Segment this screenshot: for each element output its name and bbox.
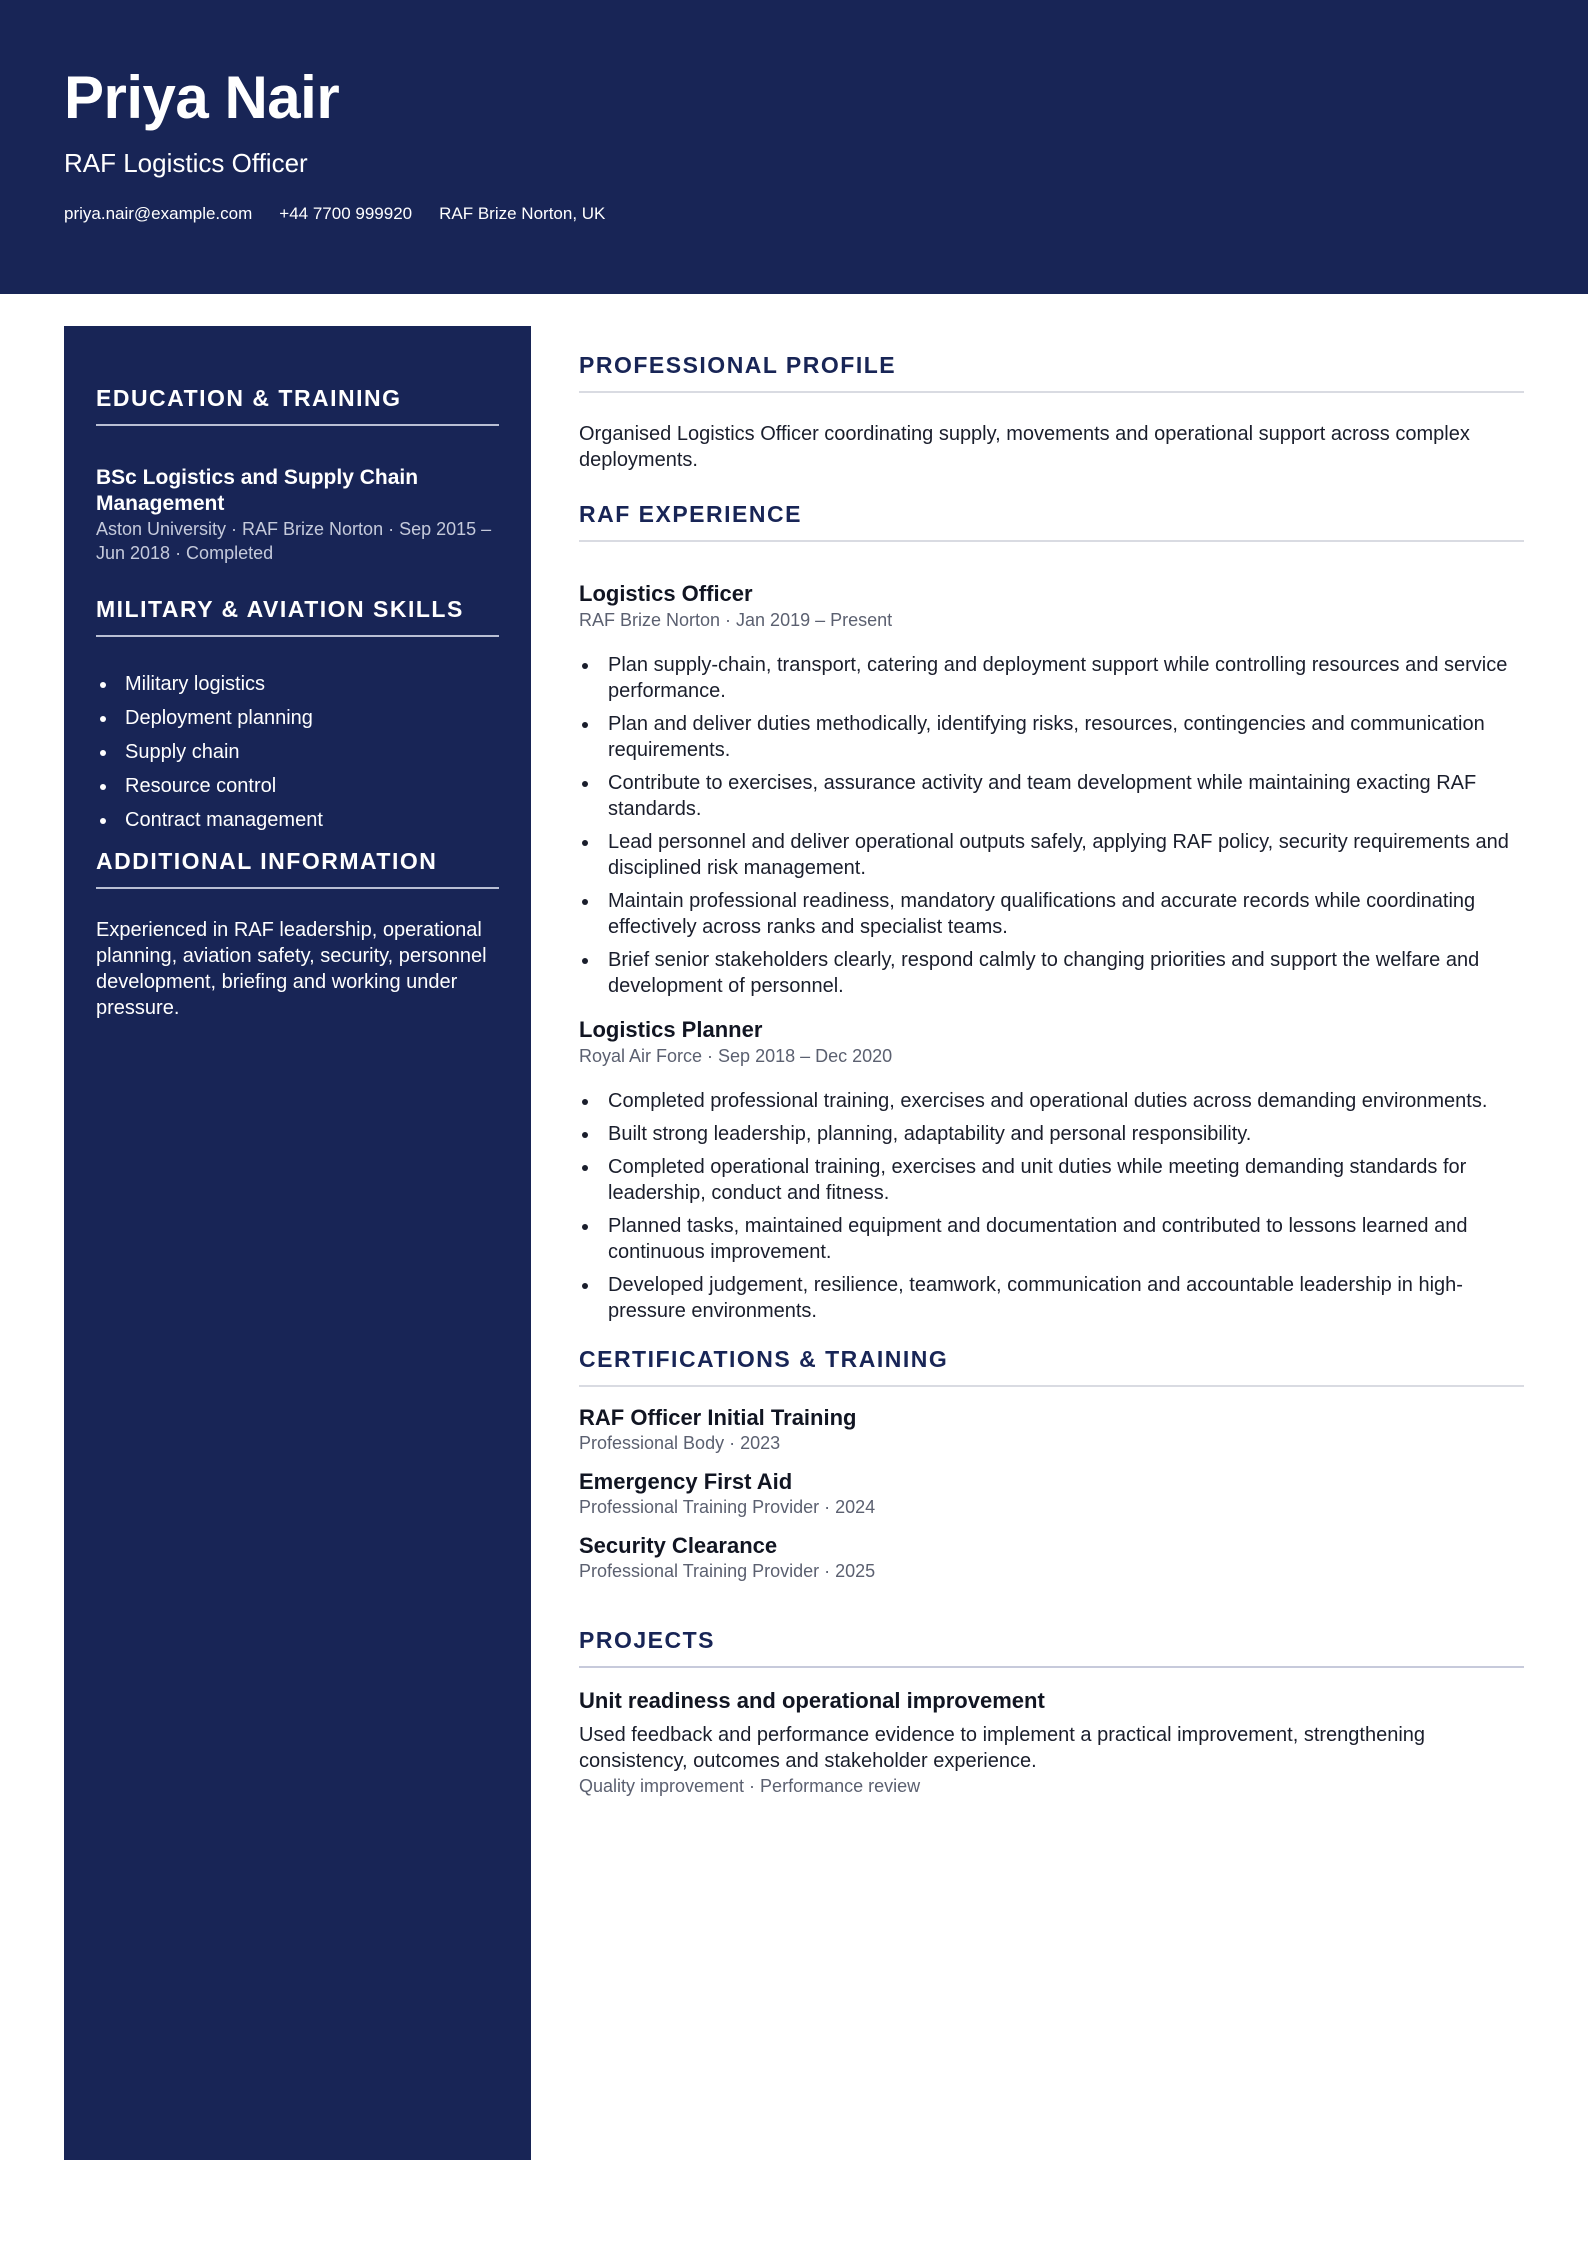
education-heading: EDUCATION & TRAINING [96, 385, 402, 411]
project-meta: Quality improvement · Performance review [579, 1776, 921, 1796]
certification-meta: Professional Training Provider · 2025 [579, 1561, 876, 1581]
job-bullet: Completed professional training, exercises and operational duties across demanding environments. [579, 1088, 1524, 1114]
candidate-title: RAF Logistics Officer [64, 148, 308, 178]
additional-info-section [96, 846, 499, 1021]
skill-item: Contract management [96, 807, 499, 833]
certification-item [579, 1469, 1524, 1519]
job-bullet: Contribute to exercises, assurance activity and team development while maintaining exacting RAF standards. [579, 770, 1524, 822]
projects-heading: PROJECTS [579, 1627, 715, 1653]
skill-item: Supply chain [96, 739, 499, 765]
job-entry [579, 580, 1524, 999]
project-text: Used feedback and performance evidence to implement a practical improvement, strengthening consistency, outcomes and stakeholder experience. [579, 1724, 1426, 1772]
job-title: Logistics Planner [579, 1017, 763, 1042]
job-bullet: Built strong leadership, planning, adaptability and personal responsibility. [579, 1121, 1524, 1147]
job-entry [579, 1016, 1524, 1324]
job-bullet: Plan and deliver duties methodically, identifying risks, resources, contingencies and communication requirements. [579, 711, 1524, 763]
skill-item: Military logistics [96, 671, 499, 697]
profile-heading: PROFESSIONAL PROFILE [579, 352, 897, 378]
job-bullet: Developed judgement, resilience, teamwork, communication and accountable leadership in high-pressure environments. [579, 1272, 1524, 1324]
certification-item [579, 1405, 1524, 1455]
contact-location: RAF Brize Norton, UK [439, 204, 606, 223]
sidebar [64, 326, 531, 2160]
skills-list [96, 671, 499, 833]
contact-email[interactable]: priya.nair@example.com [64, 204, 253, 223]
certification-meta: Professional Training Provider · 2024 [579, 1497, 876, 1517]
certification-name: Emergency First Aid [579, 1469, 793, 1494]
additional-info-text: Experienced in RAF leadership, operational planning, aviation safety, security, personnel development, briefing and working under pressure. [96, 919, 487, 1019]
skills-section [96, 594, 499, 833]
section-divider [96, 887, 499, 889]
section-divider [579, 540, 1524, 542]
job-meta: RAF Brize Norton · Jan 2019 – Present [579, 610, 893, 630]
profile-section [579, 350, 1524, 473]
job-bullet: Plan supply-chain, transport, catering and deployment support while controlling resources and service performance. [579, 652, 1524, 704]
job-bullet: Completed operational training, exercises and unit duties while meeting demanding standards for leadership, conduct and fitness. [579, 1154, 1524, 1206]
certification-meta: Professional Body · 2023 [579, 1433, 781, 1453]
job-bullets [579, 1088, 1524, 1324]
profile-text: Organised Logistics Officer coordinating supply, movements and operational support across complex deployments. [579, 423, 1470, 471]
section-divider [579, 391, 1524, 393]
education-section [96, 326, 499, 565]
contact-row [64, 203, 605, 225]
certifications-section [579, 1344, 1524, 1583]
projects-section [579, 1625, 1524, 1798]
candidate-name: Priya Nair [64, 64, 340, 131]
certifications-heading: CERTIFICATIONS & TRAINING [579, 1346, 949, 1372]
education-meta: Aston University · RAF Brize Norton · Sep 2015 – Jun 2018 · Completed [96, 519, 492, 563]
skills-heading: MILITARY & AVIATION SKILLS [96, 596, 464, 622]
section-divider [579, 1385, 1524, 1387]
resume-header [0, 0, 1588, 294]
experience-heading: RAF EXPERIENCE [579, 501, 802, 527]
certification-name: RAF Officer Initial Training [579, 1405, 857, 1430]
project-title: Unit readiness and operational improvement [579, 1688, 1045, 1713]
education-degree: BSc Logistics and Supply Chain Management [96, 466, 419, 515]
additional-info-heading: ADDITIONAL INFORMATION [96, 848, 438, 874]
skill-item: Deployment planning [96, 705, 499, 731]
contact-phone[interactable]: +44 7700 999920 [279, 204, 413, 223]
job-bullet: Lead personnel and deliver operational outputs safely, applying RAF policy, security requirements and disciplined risk management. [579, 829, 1524, 881]
section-divider [579, 1666, 1524, 1668]
job-bullet: Planned tasks, maintained equipment and documentation and contributed to lessons learned and continuous improvement. [579, 1213, 1524, 1265]
job-bullet: Maintain professional readiness, mandatory qualifications and accurate records while coordinating effectively across ranks and specialist teams. [579, 888, 1524, 940]
certification-name: Security Clearance [579, 1533, 778, 1558]
job-bullet: Brief senior stakeholders clearly, respond calmly to changing priorities and support the welfare and development of personnel. [579, 947, 1524, 999]
job-meta: Royal Air Force · Sep 2018 – Dec 2020 [579, 1046, 893, 1066]
project-item [579, 1687, 1524, 1798]
skill-item: Resource control [96, 773, 499, 799]
main-content [579, 350, 1524, 1798]
certification-item [579, 1533, 1524, 1583]
section-divider [96, 635, 499, 637]
experience-section [579, 499, 1524, 1324]
job-title: Logistics Officer [579, 581, 753, 606]
job-bullets [579, 652, 1524, 999]
section-divider [96, 424, 499, 426]
